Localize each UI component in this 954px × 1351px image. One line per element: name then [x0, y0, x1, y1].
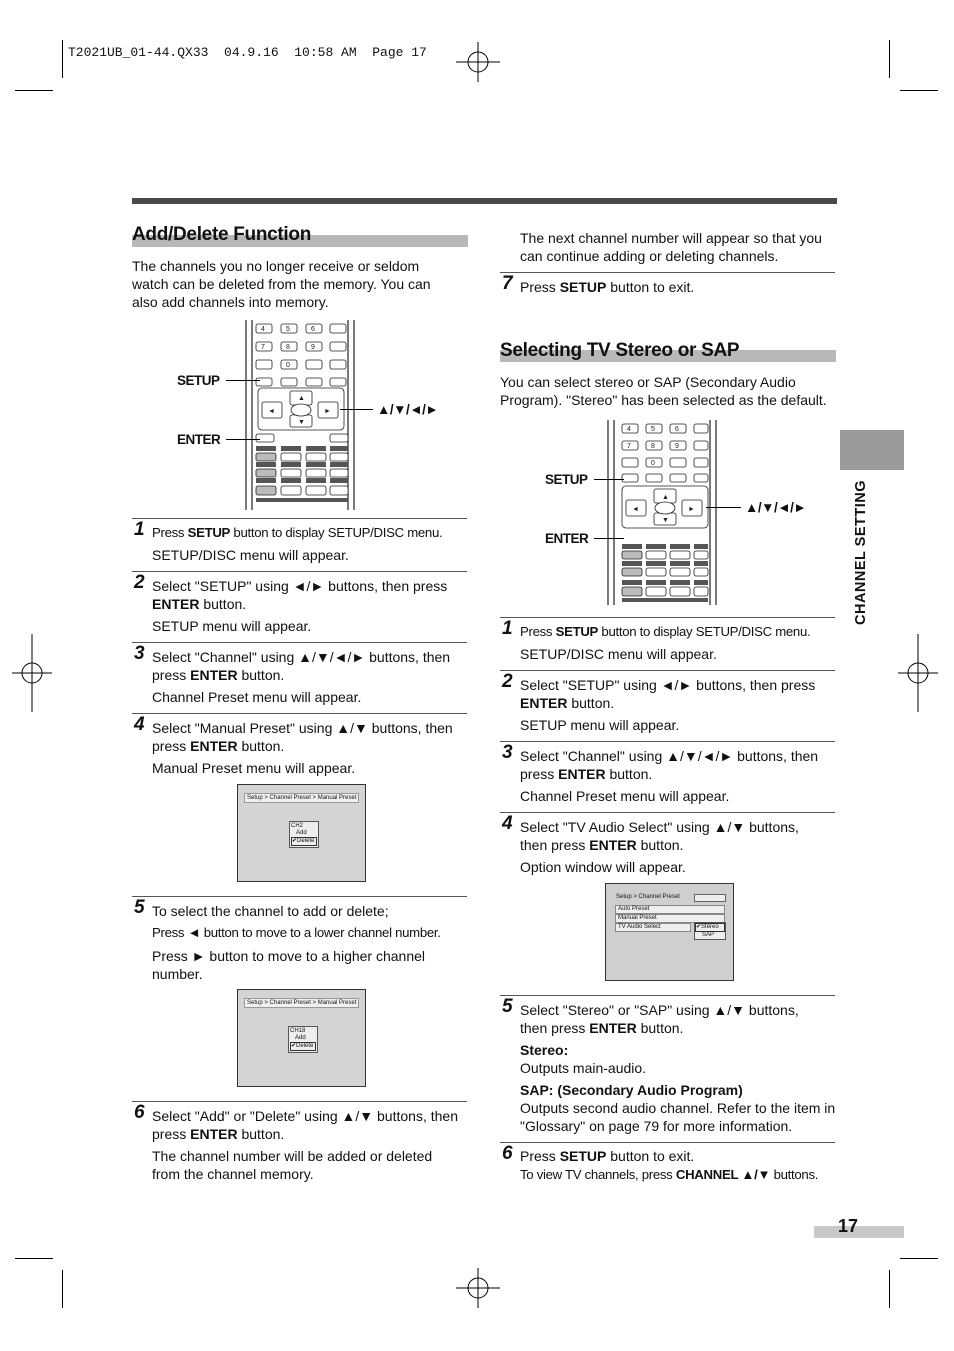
label-arrows: ▲/▼/◄/►	[377, 402, 439, 417]
step-bold: ENTER	[589, 1020, 637, 1036]
screen-item: TV Audio Select	[615, 923, 691, 932]
svg-text:4: 4	[627, 426, 631, 433]
svg-text:9: 9	[311, 344, 315, 351]
step-divider	[132, 896, 467, 897]
note-pre: To view TV channels, press	[520, 1167, 676, 1182]
svg-text:▼: ▼	[662, 517, 669, 524]
page-number: 17	[838, 1216, 859, 1236]
svg-text:6: 6	[311, 326, 315, 333]
screen-delete	[290, 1042, 316, 1051]
screen-box	[289, 821, 319, 848]
side-tab	[840, 430, 904, 470]
step-result: SETUP menu will appear.	[152, 618, 312, 634]
sap-text: Outputs second audio channel. Refer to the item in "Glossary" on page 79 for more information.	[520, 1100, 836, 1134]
screen-channel: CH2	[291, 823, 304, 829]
step-divider	[500, 995, 835, 996]
step-text-line3: Press ► button to move to a higher channel number.	[152, 948, 426, 982]
step-pre: Press	[152, 525, 188, 540]
step-post: button.	[237, 1126, 285, 1142]
step-divider	[132, 518, 467, 519]
side-tab-label: CHANNEL SETTING	[853, 480, 869, 625]
step-post: button.	[237, 667, 285, 683]
step-text	[520, 747, 832, 783]
screen-add: Add	[295, 1035, 306, 1041]
screen-option: SAP	[702, 932, 715, 938]
channel-preset-screen	[605, 883, 734, 981]
step-pre: Select "Channel" using ▲/▼/◄/► buttons, then press	[520, 748, 819, 782]
intro-text: The channels you no longer receive or seldom watch can be deleted from the memory. You can also add channels into memory.	[132, 258, 431, 310]
step-text	[152, 577, 464, 613]
step-pre: Select "SETUP" using ◄/► buttons, then press	[152, 578, 448, 594]
svg-text:▼: ▼	[298, 419, 305, 426]
crop-mark	[889, 1270, 890, 1308]
step-divider	[500, 812, 835, 813]
top-rule	[132, 198, 837, 204]
step-post: button to display SETUP/DISC menu.	[598, 624, 811, 639]
step-result: Channel Preset menu will appear.	[520, 788, 730, 804]
step-number: 1	[134, 519, 145, 540]
crop-mark	[15, 1258, 53, 1259]
section-title-stereo-sap: Selecting TV Stereo or SAP	[500, 340, 740, 361]
svg-text:6: 6	[675, 426, 679, 433]
screen-path: Setup > Channel Preset > Manual Preset	[244, 998, 359, 1008]
step-text	[152, 524, 472, 542]
svg-text:▲: ▲	[662, 494, 669, 501]
step-divider	[132, 642, 467, 643]
step-result: Manual Preset menu will appear.	[152, 760, 356, 776]
remote-drawing	[606, 420, 718, 605]
registration-mark-icon	[12, 634, 52, 712]
registration-mark-icon	[456, 1268, 500, 1308]
step-number: 2	[502, 671, 513, 692]
leader-line	[594, 538, 624, 539]
stereo-text: Outputs main-audio.	[520, 1060, 647, 1076]
step-number: 4	[502, 813, 513, 834]
screen-delete-label: Delete	[297, 838, 315, 844]
step-bold: ENTER	[190, 738, 238, 754]
step-post: button to exit.	[606, 279, 695, 295]
manual-preset-screen	[237, 989, 366, 1087]
remote-illustration	[606, 420, 718, 605]
step-number: 5	[134, 897, 145, 918]
step-bold: ENTER	[520, 695, 568, 711]
screen-box	[288, 1026, 318, 1053]
registration-mark-icon	[456, 42, 500, 82]
step-pre: Press	[520, 624, 556, 639]
svg-text:▲: ▲	[298, 395, 305, 402]
step-number: 6	[502, 1143, 513, 1164]
leader-line	[226, 439, 260, 440]
label-setup: SETUP	[545, 472, 588, 487]
step-divider	[500, 617, 835, 618]
label-arrows: ▲/▼/◄/►	[745, 500, 807, 515]
screen-icons	[694, 894, 726, 902]
step-bold: SETUP	[559, 279, 607, 295]
step-post: button.	[567, 695, 615, 711]
step-divider	[132, 713, 467, 714]
step-result: The channel number will be added or deleted from the channel memory.	[152, 1148, 433, 1182]
step-bold: ENTER	[190, 1126, 238, 1142]
leader-line	[226, 380, 260, 381]
step-post: button.	[636, 837, 684, 853]
svg-text:5: 5	[286, 326, 290, 333]
crop-mark	[900, 1258, 938, 1259]
step-text	[520, 818, 820, 854]
step-text-line2: Press ◄ button to move to a lower channel number.	[152, 925, 441, 940]
leader-line	[340, 409, 373, 410]
label-setup: SETUP	[177, 373, 220, 388]
continue-text: The next channel number will appear so that you can continue adding or deleting channels.	[520, 230, 822, 264]
step-number: 5	[502, 996, 513, 1017]
step-pre: Select "Manual Preset" using ▲/▼ buttons, then press	[152, 720, 453, 754]
screen-item: Auto Preset	[615, 905, 725, 914]
step-result: Channel Preset menu will appear.	[152, 689, 362, 705]
remote-illustration	[244, 320, 356, 510]
step-bold: SETUP	[187, 525, 231, 540]
step-bold: SETUP	[559, 1148, 607, 1164]
step-note	[520, 1166, 850, 1184]
step-text	[152, 719, 464, 755]
step-text	[520, 1147, 835, 1165]
check-icon: ✔	[696, 924, 702, 930]
crop-mark	[62, 1270, 63, 1308]
step-post: button.	[199, 596, 247, 612]
svg-text:◄: ◄	[632, 506, 639, 513]
screen-channel: CH18	[290, 1028, 306, 1034]
manual-preset-screen	[237, 784, 366, 882]
screen-add: Add	[296, 830, 307, 836]
step-text	[520, 278, 835, 296]
screen-delete	[291, 837, 317, 846]
step-number: 3	[502, 742, 513, 763]
step-number: 3	[134, 643, 145, 664]
step-text	[152, 648, 464, 684]
screen-option-window	[694, 922, 726, 940]
step-pre: Select "Channel" using ▲/▼/◄/► buttons, then press	[152, 649, 451, 683]
svg-text:0: 0	[651, 460, 655, 467]
remote-drawing	[244, 320, 356, 510]
stereo-heading: Stereo:	[520, 1042, 569, 1058]
note-post: buttons.	[770, 1167, 819, 1182]
step-post: button.	[636, 1020, 684, 1036]
crop-mark	[900, 90, 938, 91]
svg-text:5: 5	[651, 426, 655, 433]
header-slug: T2021UB_01-44.QX33 04.9.16 10:58 AM Page 17	[68, 45, 427, 60]
crop-mark	[889, 40, 890, 78]
screen-delete-label: Delete	[296, 1043, 314, 1049]
step-post: button.	[237, 738, 285, 754]
leader-line	[706, 507, 741, 508]
step-bold: ENTER	[190, 667, 238, 683]
step-number: 6	[134, 1102, 145, 1123]
step-number: 7	[502, 273, 513, 294]
svg-text:8: 8	[651, 443, 655, 450]
leader-line	[594, 479, 624, 480]
step-result: SETUP/DISC menu will appear.	[520, 646, 717, 662]
step-number: 1	[502, 618, 513, 639]
step-pre: Select "SETUP" using ◄/► buttons, then press	[520, 677, 816, 693]
crop-mark	[62, 40, 63, 78]
step-bold: SETUP	[555, 624, 599, 639]
step-pre: Select "Add" or "Delete" using ▲/▼ buttons, then press	[152, 1108, 458, 1142]
page-number-bar	[814, 1226, 904, 1238]
step-bold: ENTER	[558, 766, 606, 782]
step-bold: ENTER	[152, 596, 200, 612]
step-bold: ENTER	[589, 837, 637, 853]
check-icon: ✔	[292, 838, 298, 844]
step-result: SETUP menu will appear.	[520, 717, 680, 733]
screen-path: Setup > Channel Preset	[616, 894, 680, 900]
step-divider	[132, 1101, 467, 1102]
step-pre: Select "TV Audio Select" using ▲/▼ buttons, then press	[520, 819, 799, 853]
step-result: SETUP/DISC menu will appear.	[152, 547, 349, 563]
svg-text:◄: ◄	[268, 408, 275, 415]
screen-item: Manual Preset	[615, 914, 725, 923]
step-post: button to display SETUP/DISC menu.	[230, 525, 443, 540]
section-title-add-delete: Add/Delete Function	[132, 224, 312, 245]
step-pre: Press	[520, 1148, 560, 1164]
step-text	[520, 623, 840, 641]
crop-mark	[15, 90, 53, 91]
step-number: 2	[134, 572, 145, 593]
step-result: Option window will appear.	[520, 859, 686, 875]
step-text: To select the channel to add or delete;	[152, 903, 389, 919]
step-text	[520, 1001, 820, 1037]
svg-text:4: 4	[261, 326, 265, 333]
screen-option	[695, 923, 725, 932]
label-enter: ENTER	[545, 531, 589, 546]
svg-text:9: 9	[675, 443, 679, 450]
svg-text:0: 0	[286, 362, 290, 369]
step-post: button to exit.	[606, 1148, 695, 1164]
svg-text:►: ►	[688, 506, 695, 513]
svg-text:►: ►	[324, 408, 331, 415]
step-text	[520, 676, 832, 712]
step-pre: Select "Stereo" or "SAP" using ▲/▼ buttons, then press	[520, 1002, 799, 1036]
svg-text:7: 7	[261, 344, 265, 351]
sap-heading: SAP: (Secondary Audio Program)	[520, 1082, 743, 1098]
intro-text: You can select stereo or SAP (Secondary Audio Program). "Stereo" has been selected as the default.	[500, 374, 827, 408]
step-divider	[132, 571, 467, 572]
screen-path: Setup > Channel Preset > Manual Preset	[244, 793, 359, 803]
label-enter: ENTER	[177, 432, 221, 447]
step-divider	[500, 272, 835, 273]
step-divider	[500, 670, 835, 671]
step-divider	[500, 741, 835, 742]
svg-text:8: 8	[286, 344, 290, 351]
screen-option-label: Stereo	[701, 924, 719, 930]
step-number: 4	[134, 714, 145, 735]
registration-mark-icon	[898, 634, 938, 712]
check-icon: ✔	[291, 1043, 297, 1049]
svg-text:7: 7	[627, 443, 631, 450]
step-text	[152, 1107, 467, 1143]
step-divider	[500, 1142, 835, 1143]
step-post: button.	[605, 766, 653, 782]
note-bold: CHANNEL ▲/▼	[675, 1167, 771, 1182]
step-pre: Press	[520, 279, 560, 295]
